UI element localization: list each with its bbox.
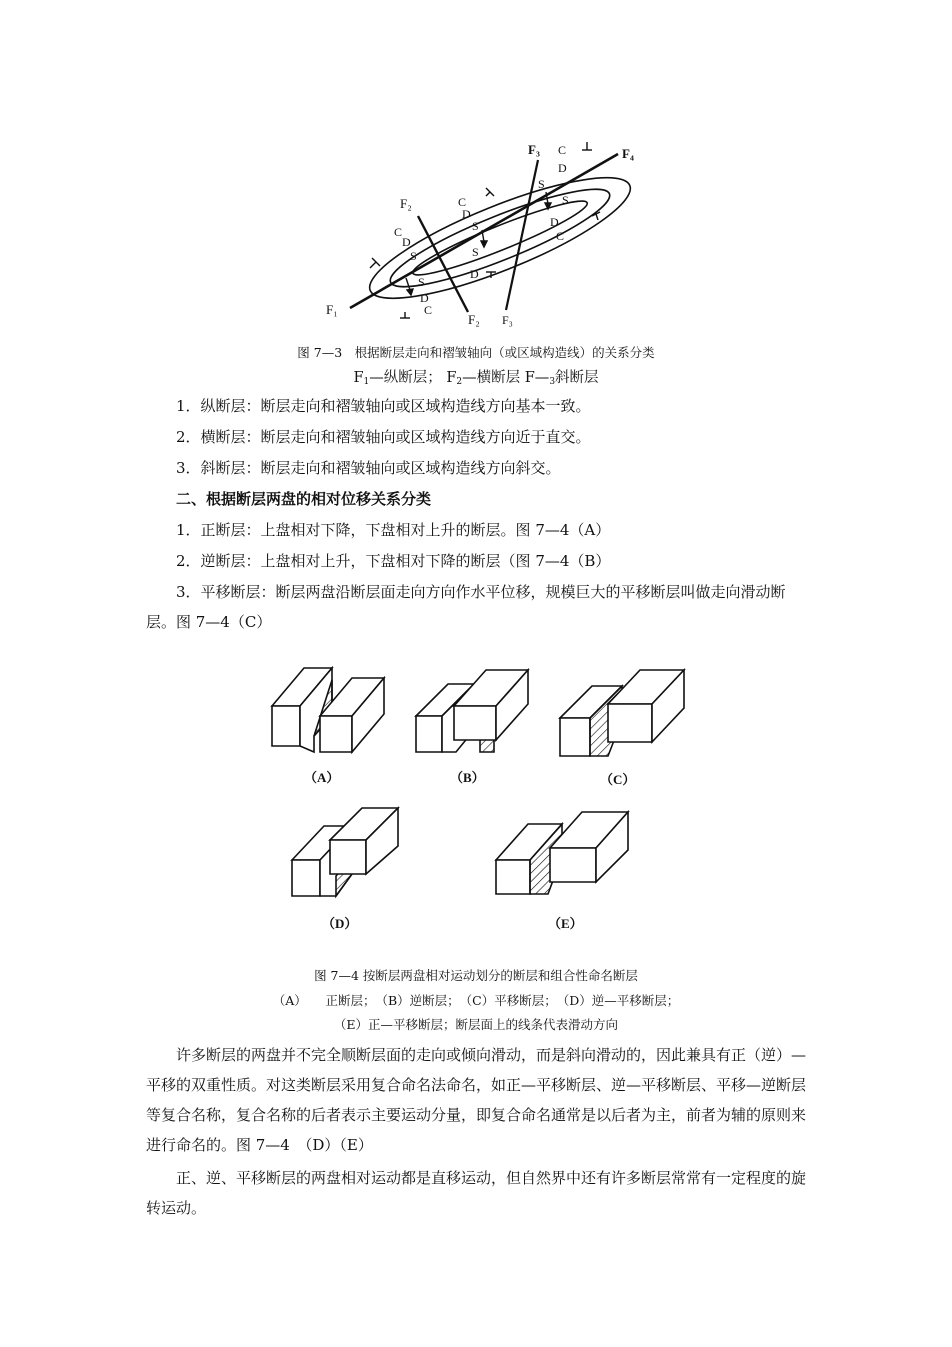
paragraph-rotational-faults: 正、逆、平移断层的两盘相对运动都是直移运动，但自然界中还有许多断层常常有一定程度的旋转运动。 — [146, 1169, 807, 1217]
label-d-5: D — [470, 267, 479, 281]
label-f3-top: F₃ — [528, 142, 540, 157]
label-c-4: C — [394, 225, 403, 239]
label-d-3: D — [462, 207, 471, 221]
figure-7-4-diagram — [260, 660, 700, 940]
label-d-2: D — [550, 215, 559, 229]
section-2-heading: 二、根据断层两盘的相对位移关系分类 — [176, 490, 432, 508]
block-label-c: （C） — [600, 772, 636, 787]
label-s-2: S — [562, 193, 569, 207]
figure-7-3-legend: $F_1—$纵断层； $F_2—$横断层 $F—_3$斜断层 — [353, 370, 599, 387]
label-d-1: D — [558, 161, 567, 175]
figure-7-3-diagram — [310, 138, 650, 328]
fault-type-longitudinal: 1．纵断层：断层走向和褶皱轴向或区域构造线方向基本一致。 — [176, 397, 591, 415]
label-s-4: S — [472, 245, 479, 259]
label-s-5: S — [410, 249, 417, 263]
figure-7-3-caption: 图 7—3 根据断层走向和褶皱轴向（或区域构造线）的关系分类 — [297, 345, 655, 360]
fault-type-oblique: 3．斜断层：断层走向和褶皱轴向或区域构造线方向斜交。 — [176, 459, 561, 477]
block-a — [272, 668, 384, 752]
label-f2-top: F₂ — [400, 196, 412, 211]
label-c-3: C — [458, 195, 467, 209]
fault-type-transverse: 2．横断层：断层走向和褶皱轴向或区域构造线方向近于直交。 — [176, 428, 591, 446]
label-f2-bottom: F₂ — [468, 312, 480, 327]
fault-f3 — [506, 160, 538, 310]
block-label-b: （B） — [450, 770, 485, 785]
figure-7-4-legend-line1: （A） 正断层； （B）逆断层； （C）平移断层； （D）逆—平移断层； — [272, 993, 680, 1008]
label-f4: F₄ — [622, 146, 634, 161]
label-c-1: C — [558, 143, 567, 157]
block-label-e: （E） — [548, 916, 583, 931]
block-c — [560, 670, 684, 756]
fault-type-strike-slip: 3．平移断层：断层两盘沿断层面走向方向作水平位移，规模巨大的平移断层叫做走向滑动断层。图 7—4（C） — [146, 583, 786, 631]
label-s-1: S — [538, 177, 545, 191]
figure-7-4-caption: 图 7—4 按断层两盘相对运动划分的断层和组合性命名断层 — [314, 968, 638, 983]
block-label-a: （A） — [304, 770, 340, 785]
label-d-6: D — [420, 291, 429, 305]
label-s-6: S — [418, 275, 425, 289]
label-f3-bottom: F₃ — [502, 313, 513, 327]
fault-f1 — [350, 154, 618, 308]
label-f1: F₁ — [326, 302, 338, 317]
label-s-3: S — [472, 219, 479, 233]
fault-type-reverse: 2．逆断层：上盘相对上升，下盘相对下降的断层（图 7—4（B） — [176, 552, 611, 570]
block-label-d: （D） — [322, 916, 358, 931]
block-b — [416, 670, 528, 752]
block-e — [496, 812, 628, 894]
label-c-2: C — [556, 229, 565, 243]
label-c-5: C — [424, 303, 433, 317]
figure-7-4-legend-line2: （E）正—平移断层；断层面上的线条代表滑动方向 — [333, 1017, 619, 1032]
label-d-4: D — [402, 235, 411, 249]
fault-type-normal: 1．正断层：上盘相对下降，下盘相对上升的断层。图 7—4（A） — [176, 521, 611, 539]
fault-lines — [350, 154, 618, 312]
paragraph-compound-faults: 许多断层的两盘并不完全顺断层面的走向或倾向滑动，而是斜向滑动的，因此兼具有正（逆）—平移的双重性质。对这类断层采用复合命名法命名，如正—平移断层、逆—平移断层、平移—逆断层等复合名称，复合名称的后者表示主要运动分量，即复合命名通常是以后者为主，前者为辅的原则来进行命名的。图 7—4 （D）（E） — [146, 1046, 807, 1154]
block-d — [292, 808, 398, 896]
